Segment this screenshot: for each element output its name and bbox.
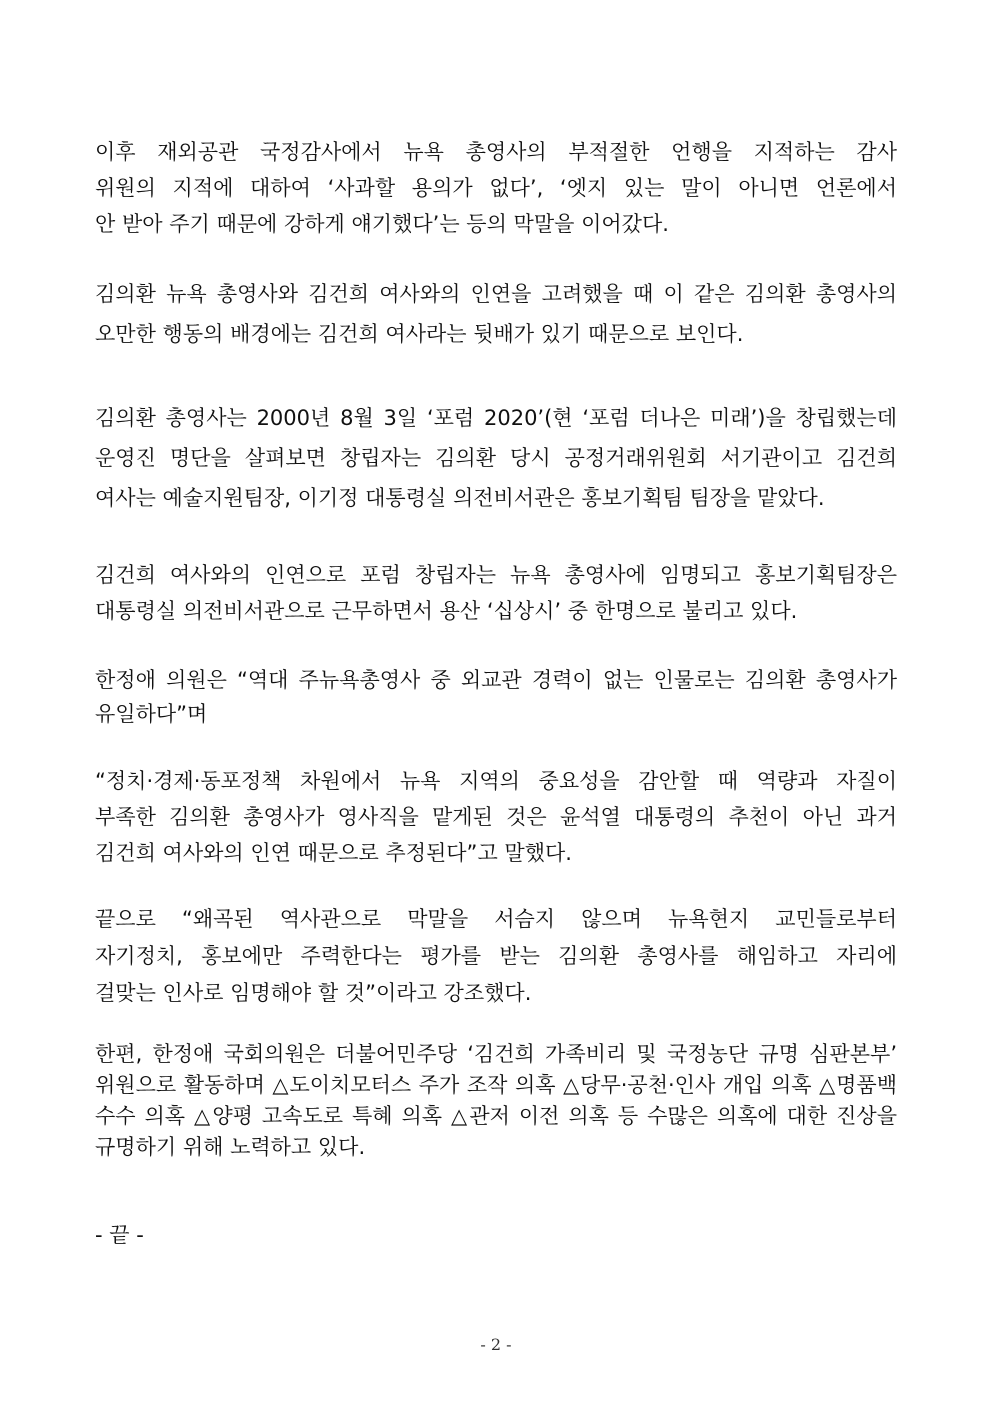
text-line: “정치·경제·동포정책 차원에서 뉴욕 지역의 중요성을 감안할 때 역량과 자질이 (95, 769, 897, 793)
paragraph-quote-continued (95, 763, 897, 871)
text-line: 위원으로 활동하며 △도이치모터스 주가 조작 의혹 △당무·공천·인사 개입 의혹 △명품백 (95, 1073, 897, 1097)
text-line: 김건희 여사와의 인연 때문으로 추정된다”고 말했다. (95, 841, 572, 865)
text-line: 자기정치, 홍보에만 주력한다는 평가를 받는 김의환 총영사를 해임하고 자리에 (95, 944, 897, 968)
text-line: 한정애 의원은 “역대 주뉴욕총영사 중 외교관 경력이 없는 인물로는 김의환 총영사가 (95, 668, 897, 692)
text-line: 안 받아 주기 때문에 강하게 얘기했다’는 등의 막말을 이어갔다. (95, 212, 669, 236)
paragraph-activities (95, 1039, 897, 1163)
text-line: 김의환 총영사는 2000년 8월 3일 ‘포럼 2020’(현 ‘포럼 더나은 미래’)을 창립했는데 (95, 406, 897, 430)
text-line: 이후 재외공관 국정감사에서 뉴욕 총영사의 부적절한 언행을 지적하는 감사 (95, 140, 897, 164)
text-line: 대통령실 의전비서관으로 근무하면서 용산 ‘십상시’ 중 한명으로 불리고 있다. (95, 599, 798, 623)
paragraph-background (95, 274, 897, 354)
end-mark: - 끝 - (95, 1223, 144, 1247)
text-line: 유일하다”며 (95, 702, 208, 726)
paragraph-conclusion (95, 901, 897, 1012)
text-line: 김건희 여사와의 인연으로 포럼 창립자는 뉴욕 총영사에 임명되고 홍보기획팀장은 (95, 563, 897, 587)
page-number: - 2 - (480, 1335, 512, 1354)
paragraph-lawmaker-quote (95, 663, 897, 731)
text-line: 한편, 한정애 국회의원은 더불어민주당 ‘김건희 가족비리 및 국정농단 규명 심판본부’ (95, 1042, 897, 1066)
text-line: 오만한 행동의 배경에는 김건희 여사라는 뒷배가 있기 때문으로 보인다. (95, 322, 744, 346)
paragraph-appointments (95, 557, 897, 629)
paragraph-audit-remarks (95, 134, 897, 242)
text-line: 부족한 김의환 총영사가 영사직을 맡게된 것은 윤석열 대통령의 추천이 아닌 과거 (95, 805, 897, 829)
text-line: 김의환 뉴욕 총영사와 김건희 여사와의 인연을 고려했을 때 이 같은 김의환 총영사의 (95, 282, 897, 306)
paragraph-forum-founding (95, 398, 897, 518)
text-line: 여사는 예술지원팀장, 이기정 대통령실 의전비서관은 홍보기획팀 팀장을 맡았다. (95, 486, 825, 510)
text-line: 운영진 명단을 살펴보면 창립자는 김의환 당시 공정거래위원회 서기관이고 김건희 (95, 446, 897, 470)
text-line: 수수 의혹 △양평 고속도로 특혜 의혹 △관저 이전 의혹 등 수많은 의혹에 대한 진상을 (95, 1104, 897, 1128)
text-line: 끝으로 “왜곡된 역사관으로 막말을 서슴지 않으며 뉴욕현지 교민들로부터 (95, 907, 897, 931)
text-line: 걸맞는 인사로 임명해야 할 것”이라고 강조했다. (95, 981, 532, 1005)
text-line: 규명하기 위해 노력하고 있다. (95, 1135, 366, 1159)
text-line: 위원의 지적에 대하여 ‘사과할 용의가 없다’, ‘엣지 있는 말이 아니면 언론에서 (95, 176, 897, 200)
